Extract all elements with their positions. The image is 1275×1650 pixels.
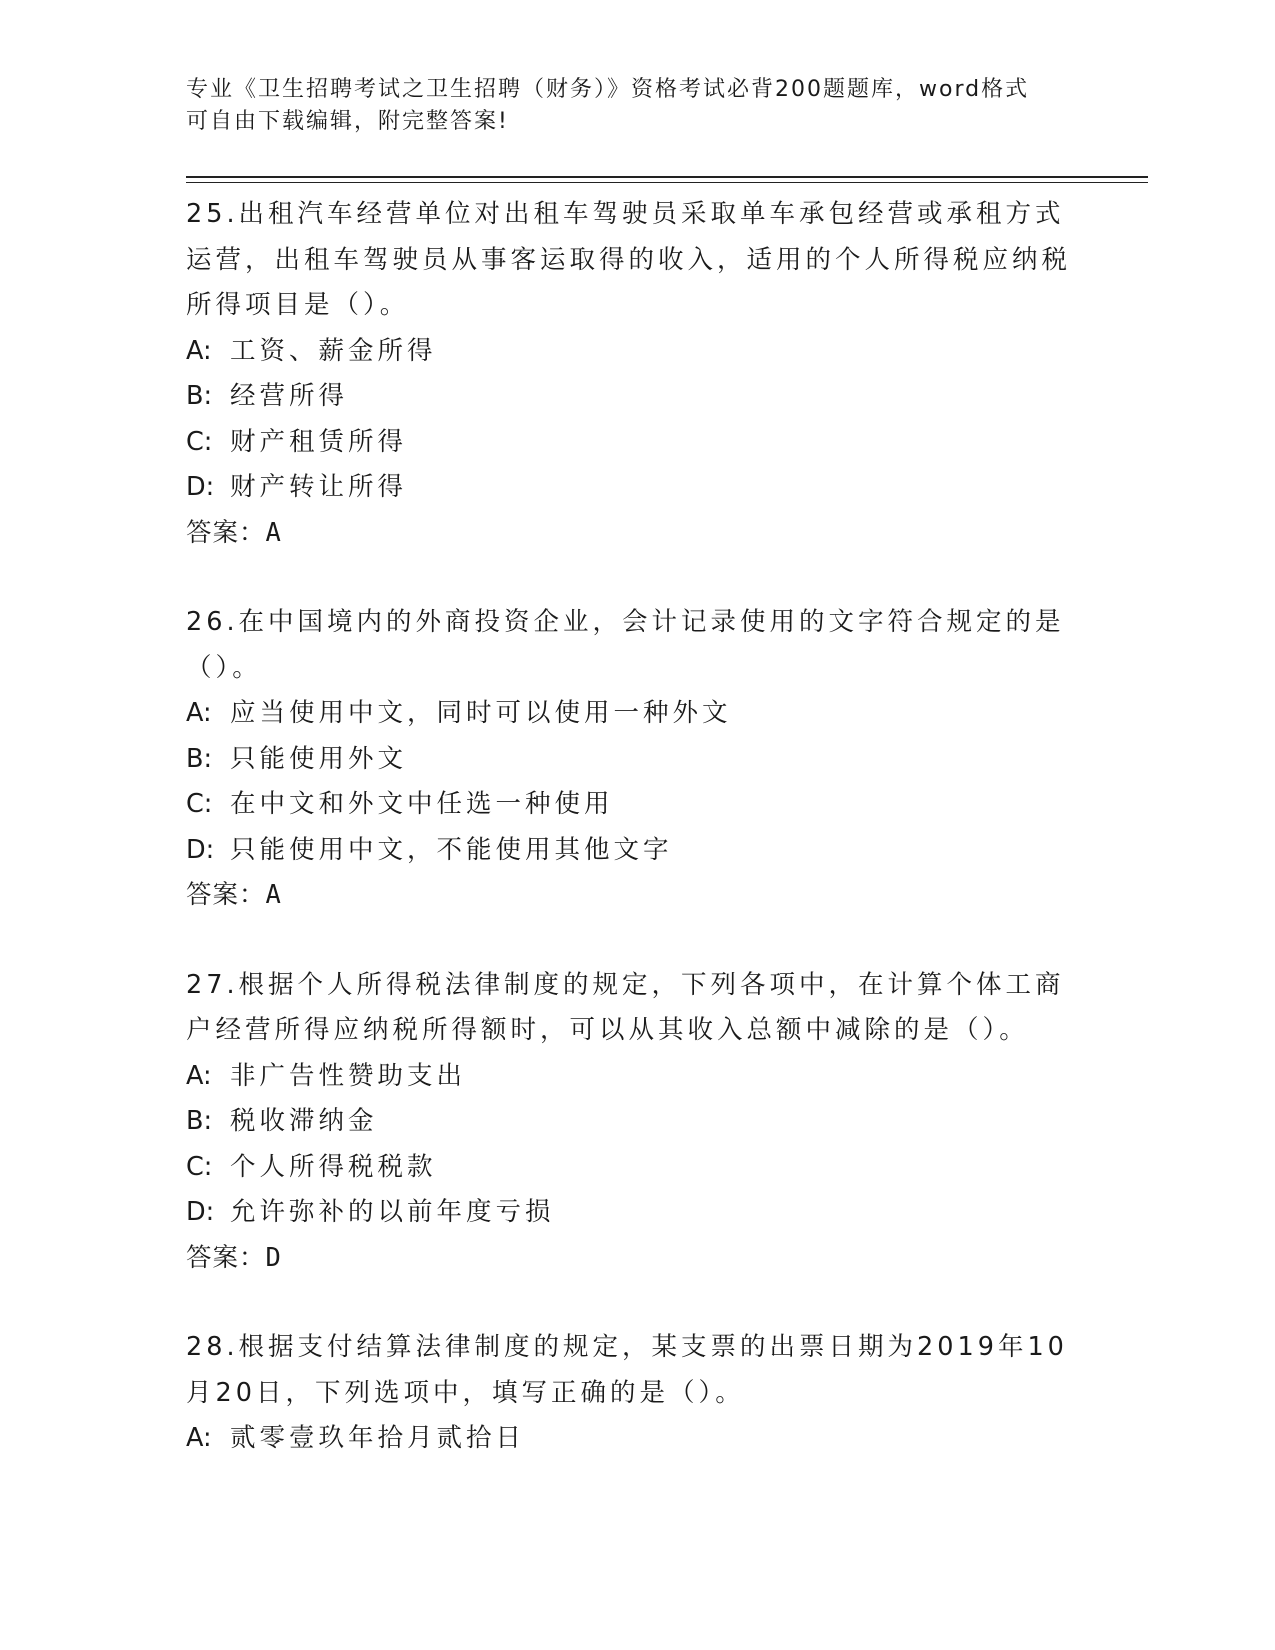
answer-line	[186, 873, 1086, 919]
option-key: D:	[186, 472, 215, 502]
question-text: 27.根据个人所得税法律制度的规定，下列各项中，在计算个体工商户经营所得应纳税所得额时，可以从其收入总额中减除的是（）。	[186, 969, 1065, 1045]
option-a	[186, 691, 1086, 737]
option-a	[186, 1054, 1086, 1100]
option-key: B:	[186, 1106, 213, 1136]
option-text: 只能使用外文	[230, 743, 408, 774]
option-text: 财产转让所得	[230, 472, 408, 502]
option-d	[186, 1190, 1086, 1236]
header-divider-thick	[186, 176, 1148, 178]
option-text: 贰零壹玖年拾月贰拾日	[230, 1423, 526, 1453]
option-text: 应当使用中文，同时可以使用一种外文	[230, 698, 732, 728]
option-key: A:	[186, 698, 212, 728]
answer-label: 答案：	[186, 1242, 266, 1273]
option-text: 个人所得税税款	[230, 1151, 437, 1182]
question-26	[186, 600, 1086, 919]
option-key: A:	[186, 1423, 212, 1453]
answer-label: 答案：	[186, 880, 266, 910]
option-text: 税收滞纳金	[230, 1106, 378, 1136]
question-27	[186, 963, 1086, 1282]
question-25	[186, 192, 1086, 556]
answer-value: A	[265, 517, 281, 548]
option-c	[186, 1145, 1086, 1191]
option-key: D:	[186, 834, 215, 865]
option-b	[186, 374, 1086, 420]
option-text: 经营所得	[230, 381, 349, 411]
option-a	[186, 329, 1086, 375]
question-list	[186, 192, 1086, 1506]
question-text: 26.在中国境内的外商投资企业，会计记录使用的文字符合规定的是（）。	[186, 607, 1065, 683]
answer-label: 答案：	[186, 517, 266, 548]
option-key: A:	[186, 335, 212, 366]
option-text: 只能使用中文，不能使用其他文字	[230, 834, 673, 865]
option-b	[186, 1099, 1086, 1145]
option-d	[186, 828, 1086, 874]
option-key: C:	[186, 789, 213, 819]
question-text: 25.出租汽车经营单位对出租车驾驶员采取单车承包经营或承租方式运营，出租车驾驶员从事客运取得的收入，适用的个人所得税应纳税所得项目是（）。	[186, 199, 1072, 320]
option-key: C:	[186, 1151, 213, 1182]
answer-value: D	[265, 1242, 281, 1273]
header-divider-thin	[186, 182, 1148, 183]
option-key: A:	[186, 1060, 212, 1091]
answer-value: A	[265, 880, 281, 910]
answer-line	[186, 511, 1086, 557]
option-key: B:	[186, 381, 213, 411]
option-text: 非广告性赞助支出	[230, 1060, 467, 1091]
option-key: D:	[186, 1197, 215, 1227]
header-line-1: 专业《卫生招聘考试之卫生招聘（财务）》资格考试必背200题题库，word格式	[186, 77, 1030, 102]
answer-line	[186, 1236, 1086, 1282]
option-key: C:	[186, 426, 213, 457]
option-text: 财产租赁所得	[230, 426, 408, 457]
question-text: 28.根据支付结算法律制度的规定，某支票的出票日期为2019年10月20日，下列选项中，填写正确的是（）。	[186, 1332, 1068, 1408]
option-a	[186, 1416, 1086, 1462]
option-text: 在中文和外文中任选一种使用	[230, 789, 614, 819]
option-d	[186, 465, 1086, 511]
option-b	[186, 737, 1086, 783]
header-line-2: 可自由下载编辑，附完整答案!	[186, 109, 509, 134]
option-text: 工资、薪金所得	[230, 335, 437, 366]
document-header	[186, 74, 1086, 138]
option-c	[186, 420, 1086, 466]
question-28	[186, 1325, 1086, 1462]
option-text: 允许弥补的以前年度亏损	[230, 1197, 555, 1227]
option-key: B:	[186, 743, 213, 774]
option-c	[186, 782, 1086, 828]
